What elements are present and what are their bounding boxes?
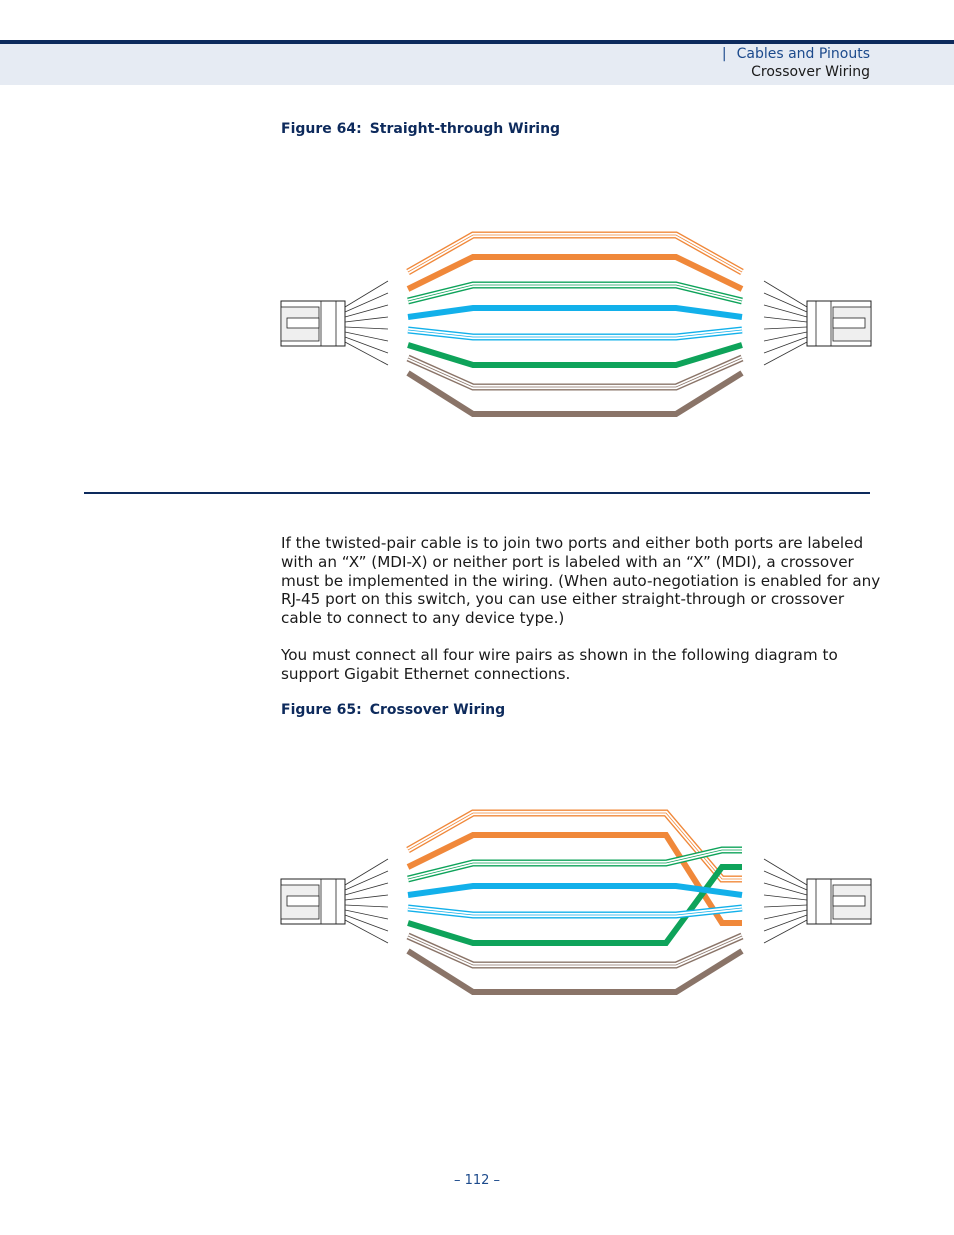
figure-65-number: Figure 65: <box>281 702 362 718</box>
plug-lead <box>764 305 807 317</box>
plug-lead <box>764 327 807 329</box>
figure-65-title: Crossover Wiring <box>369 702 506 718</box>
plug-lead <box>345 905 388 907</box>
plug-lead <box>764 859 807 885</box>
crossover-wiring-diagram <box>278 793 874 1013</box>
plug-lead <box>345 317 388 322</box>
plug-lead <box>764 317 807 322</box>
plug-lead <box>345 883 388 895</box>
plug-lead <box>345 281 388 307</box>
plug-lead <box>764 871 807 890</box>
figure-64-caption <box>281 121 560 137</box>
wires <box>408 235 742 414</box>
plug-latch <box>833 318 865 328</box>
plug-lead <box>345 871 388 890</box>
figure-64-number: Figure 64: <box>281 121 362 137</box>
body-paragraph-2: You must connect all four wire pairs as shown in the following diagram to support Gigabit Ethernet connections. <box>281 646 838 683</box>
plug-lead <box>764 895 807 900</box>
rj45-plug-right <box>764 281 871 365</box>
rj45-plug-left <box>281 859 388 943</box>
plug-lead <box>764 293 807 312</box>
wire-green <box>408 345 742 365</box>
plug-lead <box>764 281 807 307</box>
plug-lead <box>764 342 807 365</box>
plug-lead <box>345 293 388 312</box>
rj45-plug-right <box>764 859 871 943</box>
header-separator: | <box>721 46 727 62</box>
plug-lead <box>764 905 807 907</box>
header-section-title: Cables and Pinouts <box>736 46 870 62</box>
wire-blue <box>408 308 742 317</box>
rj45-plug-left <box>281 281 388 365</box>
section-divider <box>84 492 870 494</box>
wire-blue <box>408 886 742 895</box>
figure-64-title: Straight-through Wiring <box>369 121 561 137</box>
plug-latch <box>833 896 865 906</box>
straight-through-wiring-diagram <box>278 215 874 435</box>
plug-lead <box>764 920 807 943</box>
figure-65-caption <box>281 702 505 718</box>
plug-lead <box>345 305 388 317</box>
header-subsection: Crossover Wiring <box>751 64 870 80</box>
plug-lead <box>345 342 388 365</box>
plug-latch <box>287 896 319 906</box>
plug-lead <box>345 859 388 885</box>
page-number: – 112 – <box>453 1173 501 1188</box>
body-paragraph-1: If the twisted-pair cable is to join two ports and either both ports are labeled with an “X” (MDI-X) or neither port is labeled with an “X” (MDI), a crossover must be implemented in the wiring. (When auto-negotiation is enabled for any RJ-45 port on this switch, you can use either straight-through or crossover cable to connect to any device type.) <box>281 534 881 628</box>
plug-lead <box>345 920 388 943</box>
plug-lead <box>345 895 388 900</box>
plug-latch <box>287 318 319 328</box>
plug-lead <box>345 327 388 329</box>
wires <box>408 813 742 992</box>
header-section <box>722 46 870 62</box>
plug-lead <box>764 883 807 895</box>
